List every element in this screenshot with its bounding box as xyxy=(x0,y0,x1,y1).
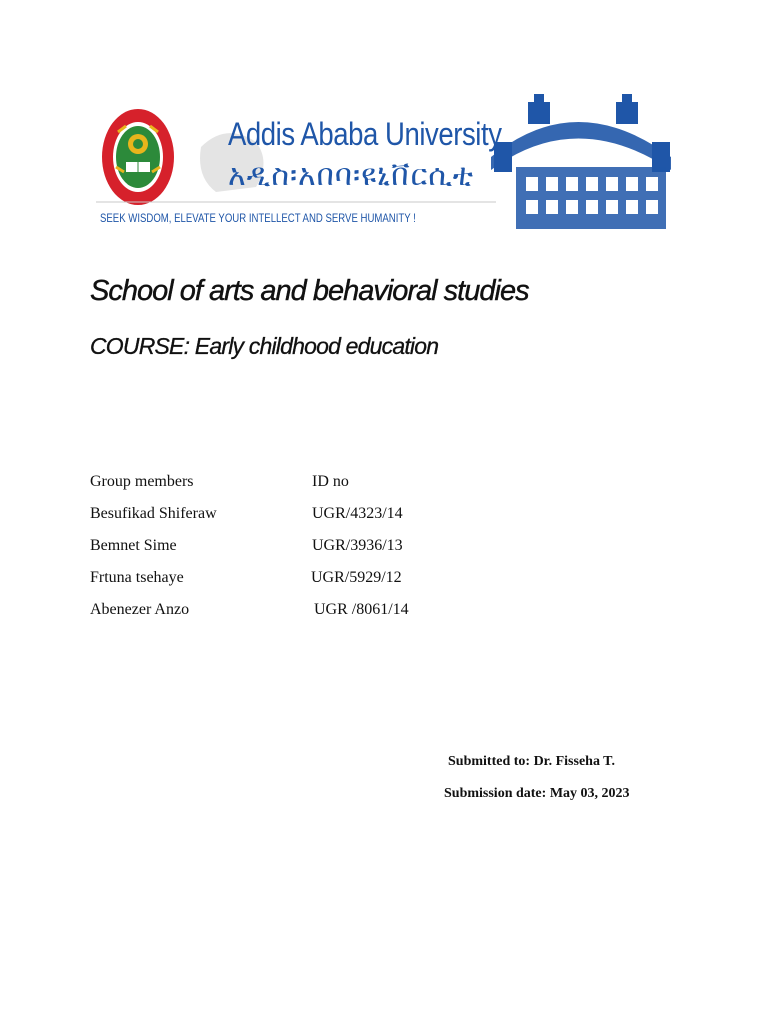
submission-date-value: May 03, 2023 xyxy=(549,786,630,801)
submitted-to-line xyxy=(444,746,630,778)
course-label: COURSE: xyxy=(90,333,190,359)
course-name: Early childhood education xyxy=(194,333,439,359)
university-seal-logo xyxy=(102,109,174,205)
university-motto: SEEK WISDOM, ELEVATE YOUR INTELLECT AND SERVE HUMANITY ! xyxy=(100,211,416,225)
member-id: UGR/4323/14 xyxy=(312,505,403,522)
university-name-amharic: አዲስ፡አበባ፡ዩኒቨርሲቲ xyxy=(228,158,475,193)
member-name: Bemnet Sime xyxy=(90,537,177,554)
id-no-header: ID no xyxy=(312,473,349,490)
member-row xyxy=(90,594,490,626)
submission-date-line xyxy=(444,778,630,810)
building-illustration xyxy=(491,94,671,229)
members-header-row xyxy=(90,466,490,498)
member-name: Frtuna tsehaye xyxy=(90,569,184,586)
member-row xyxy=(90,530,490,562)
member-id: UGR/3936/13 xyxy=(312,537,403,554)
member-name: Abenezer Anzo xyxy=(90,601,190,618)
member-id: UGR /8061/14 xyxy=(314,601,409,618)
group-members-header: Group members xyxy=(90,473,194,490)
group-members-table xyxy=(90,466,490,626)
submitted-to-value: Dr. Fisseha T. xyxy=(533,754,615,769)
member-id: UGR/5929/12 xyxy=(311,569,402,586)
member-row xyxy=(90,498,490,530)
university-name: Addis Ababa University xyxy=(228,116,502,152)
submission-date-label: Submission date: xyxy=(444,786,547,801)
school-title: School of arts and behavioral studies xyxy=(90,275,529,307)
member-name: Besufikad Shiferaw xyxy=(90,505,217,522)
member-row xyxy=(90,562,490,594)
course-line xyxy=(90,333,438,360)
submitted-to-label: Submitted to: xyxy=(448,754,531,769)
submission-info xyxy=(444,746,630,810)
